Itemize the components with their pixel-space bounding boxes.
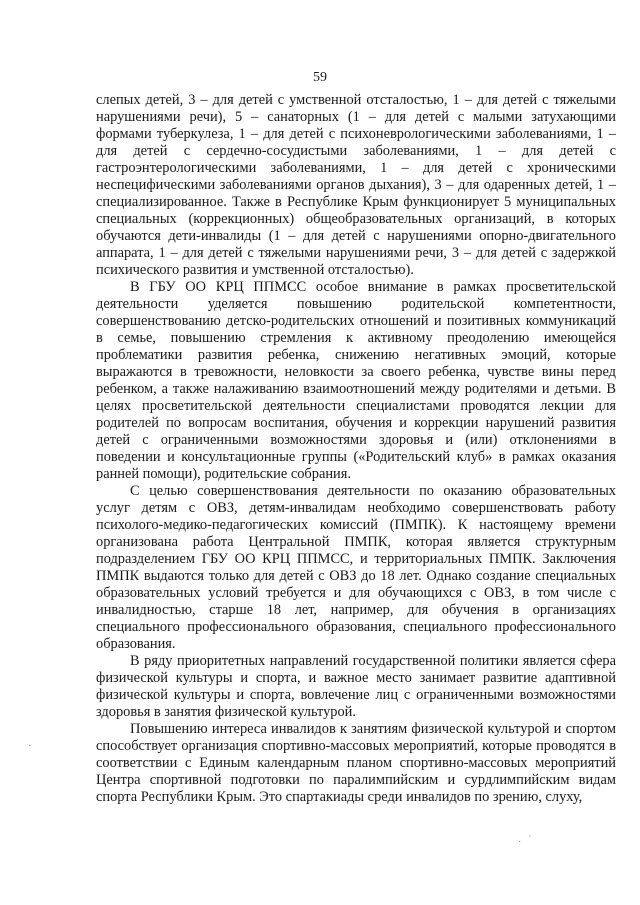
scan-speck: ´ (528, 835, 532, 846)
paragraph: С целью совершенствования деятельности по оказанию образовательных услуг детям с ОВЗ, детям-инвалидам необходимо совершенствовать работу психолого-медико-педагогических комиссий (ПМПК). К настоящему времени организована работа Центральной ПМПК, которая является структурным подразделением ГБУ ОО КРЦ ППМСС, и территориальных ПМПК. Заключения ПМПК выдаются только для детей с ОВЗ до 18 лет. Однако создание специальных образовательных условий требуется и для обучающихся с ОВЗ, в том числе с инвалидностью, старше 18 лет, например, для обучения в организациях специального профессионального образования, специального профессионального образования. (96, 483, 616, 652)
scan-speck: · (28, 741, 32, 752)
scan-speck: · (518, 837, 522, 848)
paragraph: Повышению интереса инвалидов к занятиям физической культурой и спортом способствует организация спортивно-массовых мероприятий, которые проводятся в соответствии с Единым календарным планом спортивно-массовых мероприятий Центра спортивной подготовки по паралимпийским и сурдлимпийским видам спорта Республики Крым. Это спартакиады среди инвалидов по зрению, слуху, (96, 721, 616, 805)
paragraph: В ряду приоритетных направлений государственной политики является сфера физической культуры и спорта, и важное место занимает развитие адаптивной физической культуры и спорта, вовлечение лиц с ограниченными возможностями здоровья в занятия физической культурой. (96, 653, 616, 720)
body-text (96, 92, 616, 806)
page-number: 59 (313, 70, 327, 85)
paragraph: слепых детей, 3 – для детей с умственной отсталостью, 1 – для детей с тяжелыми нарушениями речи), 5 – санаторных (1 – для детей с малыми затухающими формами туберкулеза, 1 – для детей с психоневрологическими заболеваниями, 1 – для детей с сердечно-сосудистыми заболеваниями, 1 – для детей с гастроэнтерологическими заболеваниями, 1 – для детей с хроническими неспецифическими заболеваниями органов дыхания), 3 – для одаренных детей, 1 – специализированное. Также в Республике Крым функционирует 5 муниципальных специальных (коррекционных) общеобразовательных организаций, в которых обучаются дети-инвалиды (1 – для детей с нарушениями опорно-двигательного аппарата, 1 – для детей с тяжелыми нарушениями речи, 3 – для детей с задержкой психического развития и умственной отсталостью). (96, 92, 616, 278)
paragraph: В ГБУ ОО КРЦ ППМСС особое внимание в рамках просветительской деятельности уделяется повышению родительской компетентности, совершенствованию детско-родительских отношений и позитивных коммуникаций в семье, повышению стремления к активному преодолению имеющейся проблематики развития ребенка, снижению негативных эмоций, которые выражаются в тревожности, неловкости за своего ребенка, чувстве вины перед ребенком, а также налаживанию взаимоотношений между родителями и детьми. В целях просветительской деятельности специалистами проводятся лекции для родителей по вопросам воспитания, обучения и коррекции нарушений развития детей с ограниченными возможностями здоровья и (или) отклонениями в поведении и консультационные группы («Родительский клуб» в рамках оказания ранней помощи), родительские собрания. (96, 279, 616, 482)
